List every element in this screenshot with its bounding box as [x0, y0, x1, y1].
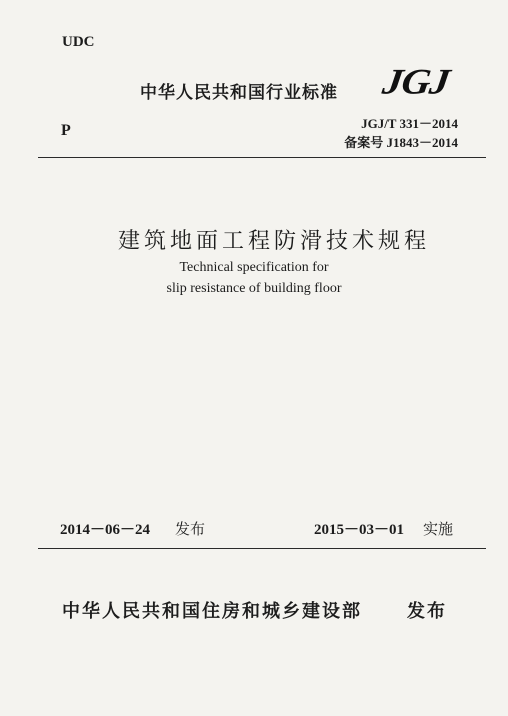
implementation-date: 2015－03－01 [314, 522, 405, 538]
document-title-english-line2: slip resistance of building floor [166, 281, 342, 296]
bottom-divider [38, 548, 486, 549]
standard-code: JGJ/T 331－2014 [361, 116, 458, 131]
issue-date: 2014－06－24 [60, 522, 151, 538]
document-title-english-line1: Technical specification for [179, 260, 329, 275]
udc-label: UDC [62, 34, 95, 50]
publisher-name: 中华人民共和国住房和城乡建设部 [62, 601, 362, 622]
publisher-label: 发布 [407, 601, 447, 622]
classification-label: P [61, 122, 71, 139]
top-divider [38, 157, 486, 158]
jgj-logo: JGJ [380, 61, 452, 102]
record-number: 备案号 J1843－2014 [344, 135, 458, 150]
standard-type-title: 中华人民共和国行业标准 [140, 83, 338, 103]
document-title-chinese: 建筑地面工程防滑技术规程 [118, 229, 431, 254]
issue-label: 发布 [175, 520, 206, 538]
implementation-label: 实施 [423, 520, 454, 538]
